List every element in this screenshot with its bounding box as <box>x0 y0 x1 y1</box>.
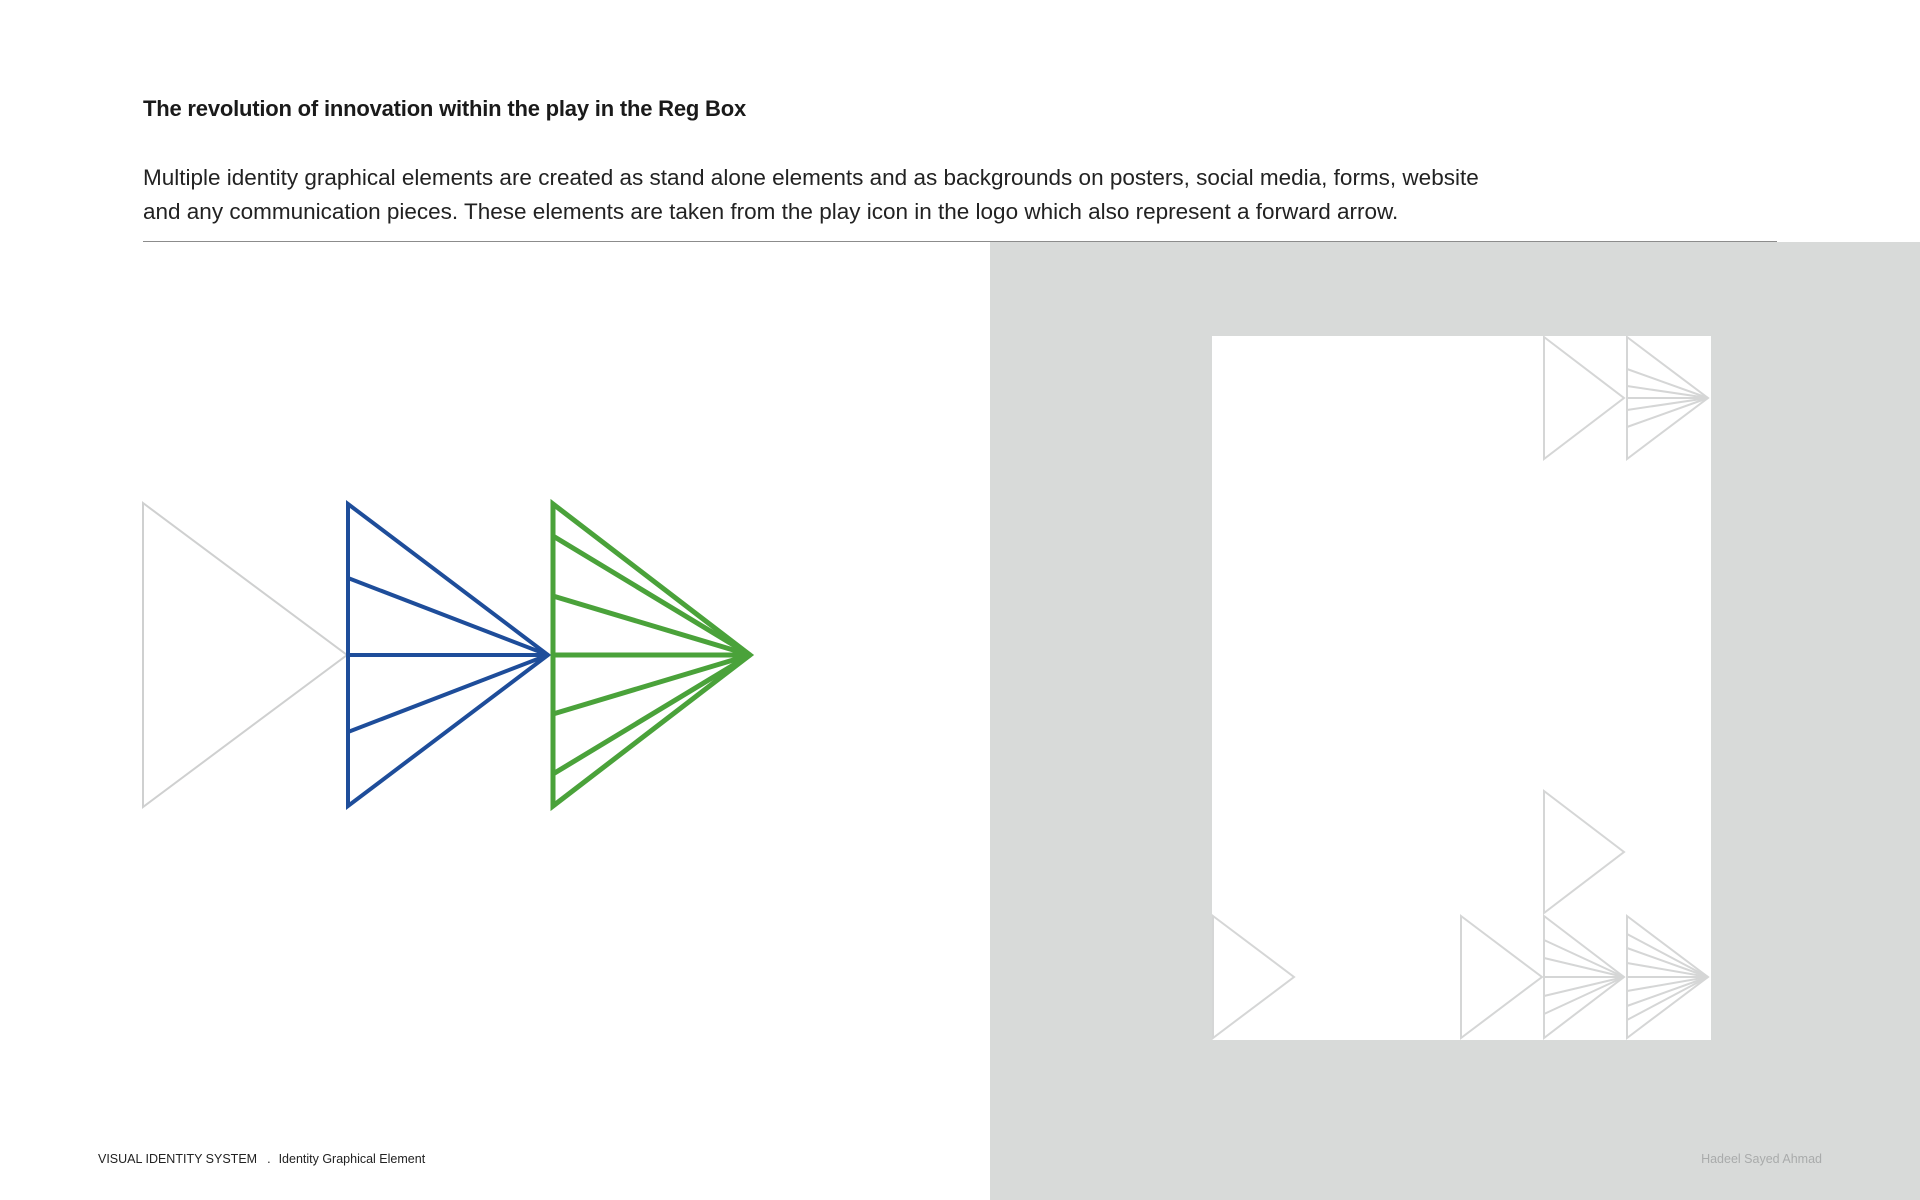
poster-mockup <box>1212 336 1711 1040</box>
play-arrow-pattern-icon <box>1212 336 1711 1040</box>
play-triangle-outline-icon <box>143 503 347 807</box>
page-heading: The revolution of innovation within the play in the Reg Box <box>143 96 746 121</box>
footer-subsection: Identity Graphical Element <box>278 1152 426 1166</box>
description-line-2: and any communication pieces. These elements are taken from the play icon in the logo which also represent a forward arrow. <box>143 199 1399 224</box>
play-triangle-blue-icon <box>348 504 548 806</box>
play-triangle-green-icon <box>553 504 750 806</box>
footer-section: VISUAL IDENTITY SYSTEM <box>98 1152 258 1166</box>
footer-section-label <box>98 1152 425 1166</box>
description-line-1: Multiple identity graphical elements are created as stand alone elements and as backgrounds on posters, social media, forms, website <box>143 165 1479 190</box>
footer-author: Hadeel Sayed Ahmad <box>1701 1152 1822 1166</box>
footer-separator: . <box>267 1152 271 1166</box>
description-paragraph <box>143 161 1603 229</box>
identity-elements-showcase <box>140 498 760 818</box>
